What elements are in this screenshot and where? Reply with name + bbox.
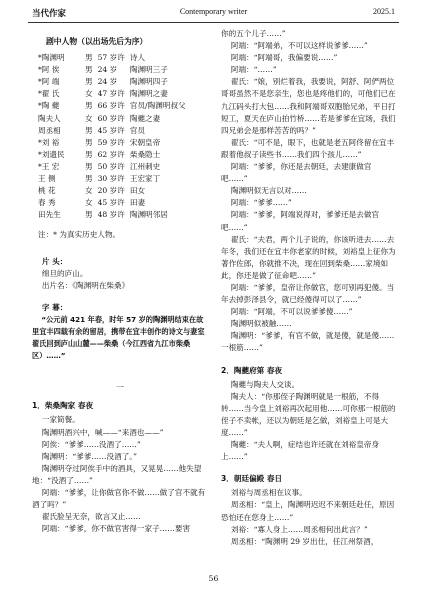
journal-title-cn: 当代作家 <box>32 9 67 19</box>
cast-role: 陶渊明邻居 <box>129 210 168 220</box>
page-number: 56 <box>208 574 219 583</box>
cast-age: 60 岁许 <box>97 113 125 123</box>
cast-name: 王 侧 <box>38 174 56 184</box>
cast-gender: 男 <box>85 174 93 184</box>
dialogue-line: 阿端：“爹爹，皇帝让你做官，您可别再犯傻。当年去掉彭泽县令，就已经傻得可以了……” <box>221 282 395 305</box>
cast-role: 宋朝皇帝 <box>129 137 161 147</box>
cast-gender: 男 <box>85 77 93 87</box>
dialogue-line: 阿俟：“爹爹……没酒了……” <box>41 439 141 449</box>
cast-role: 陶渊明四子 <box>129 77 168 87</box>
dialogue-line: 阿端：“爹爹，阿端说得对，爹爹还是去做官吧……” <box>221 210 380 232</box>
scene-body <box>32 414 208 535</box>
dialogue-line: 翟氏：“娘，别烂着我，我要说，阿舒、阿俨两位哥哥虽然不是您亲生，您也是疼他们的，可他们已在九江码头打大包……我和阿端哥双胞胎兄弟，平日打短工，夏天在庐山拍竹桥……若是爹爹在宜场，我们四兄弟会是那样苦苦的吗？” <box>221 77 396 135</box>
dialogue-line: 周丞相：“陶渊明 29 岁出仕，任江州祭酒， <box>230 536 379 546</box>
cast-name: *刘遗民 <box>38 149 65 159</box>
cast-gender: 女 <box>85 89 93 99</box>
cast-role: 陶渊明三子 <box>129 65 168 75</box>
cast-name: 田先生 <box>38 210 61 220</box>
issue-number: 2025.1 <box>373 7 395 16</box>
cast-table <box>38 52 191 221</box>
cast-row <box>38 173 191 185</box>
cast-gender: 女 <box>85 198 93 208</box>
cast-role: 柴桑隐士 <box>129 149 161 159</box>
dialogue-line: 陶夔：“夫人啊，症结也许还就在刘裕皇帝身上……” <box>221 440 380 462</box>
dialogue-line: 陶渊明似无言以对…… <box>230 186 307 196</box>
right-column <box>221 28 397 548</box>
cast-role: 诗人 <box>129 53 146 63</box>
dialogue-line: 陶渊明夺过阿俟手中的酒具，又晃晃……他失望地：“没酒了……” <box>32 463 202 485</box>
cast-gender: 女 <box>85 113 93 123</box>
cast-role: 陶渊明之妻 <box>129 89 168 99</box>
cast-gender: 男 <box>85 65 93 75</box>
cast-name: 春 秀 <box>38 198 56 208</box>
cast-age: 24 岁 <box>97 65 118 75</box>
cast-age: 62 岁许 <box>97 149 125 159</box>
dialogue-line: 陶渊明似被触…… <box>230 319 292 329</box>
cast-name: *翟 氏 <box>38 89 60 99</box>
cast-role: 王宏家丁 <box>129 174 161 184</box>
dialogue-line: 陶夔与陶夫人交谈。 <box>230 379 300 389</box>
caption-text: “公元前 421 年春，时年 57 岁的陶渊明结束在故里宜丰四载有余的留居，携带在宜丰创作的诗文与妻室翟氏回到庐山山麓——柴桑（今江西省九江市柴桑区）……” <box>32 314 205 361</box>
left-column <box>32 28 208 535</box>
dialogue-line: 阿端：“……” <box>230 65 277 75</box>
dialogue-line: 阿端：“阿端哥，我偏要说……” <box>230 53 338 63</box>
cast-name: *陶 夔 <box>38 101 60 111</box>
scene-heading: 3．朝廷偏殿 春日 <box>221 474 283 484</box>
cast-name: 陶夫人 <box>38 113 61 123</box>
dialogue-line: 阿端：“爹爹，你不做官害得一家子……要害 <box>41 524 191 534</box>
cast-name: 周丞相 <box>38 125 61 135</box>
cast-row <box>38 197 191 209</box>
dialogue-line: 阿端：“爹爹……” <box>230 198 292 208</box>
dialogue-line: 刘裕与周丞相在议事。 <box>230 488 307 498</box>
dialogue-line: 陶渊明：“爹爹……没酒了。” <box>41 451 137 461</box>
cast-row <box>38 76 191 88</box>
prologue <box>32 256 208 292</box>
cast-age: 59 岁许 <box>97 137 125 147</box>
cast-gender: 男 <box>85 137 93 147</box>
prologue-line: 出片名：《陶渊明在柴桑》 <box>41 280 130 290</box>
cast-name: *陶渊明 <box>38 53 65 63</box>
cast-role: 官员/陶渊明叔父 <box>129 101 186 111</box>
cast-row <box>38 88 191 100</box>
cast-gender: 男 <box>85 125 93 135</box>
cast-role: 江州刺史 <box>129 161 161 171</box>
dialogue-line: 陶渊明酒兴中，喊——“来酒也——” <box>41 427 164 437</box>
cast-row <box>38 209 191 221</box>
dialogue-line: 你的五个儿子……” <box>221 29 286 38</box>
cast-age: 45 岁许 <box>97 198 125 208</box>
dialogue-line: 翟氏脸呈无奈，欲言又止…… <box>41 512 141 522</box>
cast-gender: 女 <box>85 186 93 196</box>
cast-gender: 男 <box>85 101 93 111</box>
cast-age: 48 岁许 <box>97 210 125 220</box>
dialogue-line: 阿端：“阿端弟，不可以这样说爹爹……” <box>230 41 368 51</box>
scene-body <box>221 379 397 464</box>
cast-title: 剧中人物（以出场先后为序） <box>46 37 148 46</box>
scene-body <box>221 487 397 547</box>
header-rule <box>28 22 399 23</box>
dialogue-line: 翟氏：“夫君，两个儿子说的，你该听进去……去年冬，我们还在宜丰你老家的时候，刘裕皇上征你为著作佐郎，你就推不决，现在回到柴桑……家境如此，你还是做了征命吧……” <box>221 234 396 280</box>
dialogue-line: 翟氏：“可不是，眼下，也就是老五阿佟留在宜丰跟着他叔子读些书……我们四个孩儿……” <box>221 137 395 159</box>
cast-age: 30 岁许 <box>97 174 125 184</box>
section-numeral: 一 <box>116 383 124 393</box>
cast-role: 田妻 <box>129 198 146 208</box>
cast-gender: 男 <box>85 53 93 63</box>
dialogue-line: 阿端：“爹爹，让你做官你不做……做了官不就有酒了吗？” <box>32 488 206 510</box>
cast-row <box>38 149 191 161</box>
cast-name: *刘 裕 <box>38 137 60 147</box>
running-header <box>0 0 427 26</box>
cast-row <box>38 161 191 173</box>
caption-heading: 字 幕： <box>41 302 68 312</box>
prologue-heading: 片 头： <box>41 256 68 266</box>
cast-role: 田女 <box>129 186 146 196</box>
dialogue-line: 阿端：“阿端，不可以说爹爹傻……” <box>230 307 353 317</box>
cast-age: 45 岁许 <box>97 125 125 135</box>
cast-age: 20 岁许 <box>97 186 125 196</box>
right-body <box>221 28 397 355</box>
cast-row <box>38 185 191 197</box>
cast-age: 24 岁 <box>97 77 118 87</box>
cast-name: *阿 端 <box>38 77 60 87</box>
dialogue-line: 周丞相：“皇上，陶渊明迟迟不来朝廷赴任，原因恐怕还在您身上……” <box>221 500 395 522</box>
cast-name: *王 宏 <box>38 161 60 171</box>
cast-gender: 男 <box>85 161 93 171</box>
cast-age: 50 岁许 <box>97 161 125 171</box>
cast-row <box>38 113 191 125</box>
prologue-line: 绵旦的庐山。 <box>41 268 88 278</box>
cast-row <box>38 137 191 149</box>
cast-gender: 男 <box>85 149 93 159</box>
dialogue-line: 陶渊明：“爹爹，有官不做，就是傻，就是傻……一根筋……” <box>221 331 395 353</box>
cast-role: 官员 <box>129 125 146 135</box>
cast-row <box>38 125 191 137</box>
cast-name: 桃 花 <box>38 186 56 196</box>
dialogue-line: 一家简餐。 <box>41 415 80 425</box>
journal-title-en: Contemporary writer <box>179 7 248 16</box>
dialogue-line: 陶夫人：“你那侄子陶渊明就是一根筋，不得转……当今皇上刘裕再次起用他……可你那一根筋的侄子不卖帐，还以为朝廷是乞做，刘裕皇上可是大度……” <box>221 391 396 437</box>
cast-age: 47 岁许 <box>97 89 125 99</box>
dialogue-line: 阿端：“爹爹，你还是去朝廷，去建康做官吧……” <box>221 162 372 184</box>
cast-age: 66 岁许 <box>97 101 125 111</box>
scene-heading: 2．陶夔府第 春夜 <box>221 365 283 375</box>
cast-note: 注：* 为真实历史人物。 <box>38 230 121 240</box>
cast-row <box>38 52 191 64</box>
dialogue-line: 刘裕：“寡人身上……周丞相何出此言？” <box>230 524 368 534</box>
cast-gender: 男 <box>85 210 93 220</box>
caption-block <box>32 302 208 362</box>
cast-role: 陶夔之妻 <box>129 113 161 123</box>
cast-row <box>38 100 191 112</box>
cast-name: *阿 俟 <box>38 65 60 75</box>
cast-row <box>38 64 191 76</box>
scene-heading: 1．柴桑陶家 春夜 <box>32 401 94 411</box>
cast-age: 57 岁许 <box>97 53 125 63</box>
